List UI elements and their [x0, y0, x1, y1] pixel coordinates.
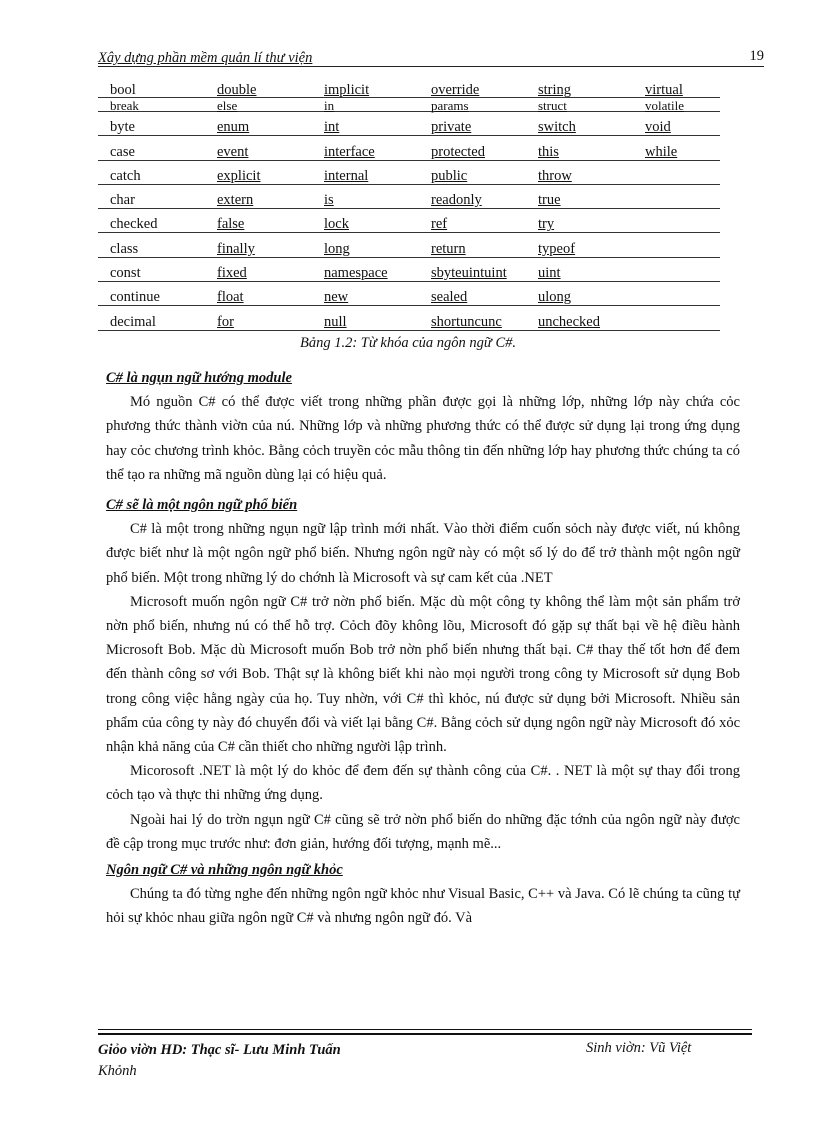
keyword: false — [217, 216, 245, 233]
paragraph: Chúng ta đó từng nghe đến những ngôn ngữ khỏc như Visual Basic, C++ và Java. Có lẽ chúng ta cũng tự hỏi sự khỏc nhau giữa ngôn ngữ C# và nhưng ngôn ngữ đó. Và — [106, 886, 740, 927]
keyword: void — [645, 119, 671, 136]
table-cell — [526, 136, 633, 160]
footer-instructor — [98, 1040, 398, 1082]
keyword: interface — [324, 143, 375, 160]
table-cell — [526, 82, 633, 98]
table-cell — [205, 82, 312, 98]
keyword: virtual — [645, 82, 683, 98]
table-cell — [312, 282, 419, 306]
table-row — [98, 233, 720, 257]
table-cell — [526, 98, 633, 112]
table-cell — [526, 257, 633, 281]
table-cell — [205, 184, 312, 208]
table-cell — [633, 98, 720, 112]
header-title: Xây dựng phần mềm quản lí thư viện — [98, 50, 313, 66]
section-heading-other-languages: Ngôn ngữ C# và những ngôn ngữ khỏc — [106, 862, 343, 879]
table-row — [98, 306, 720, 330]
table-cell — [205, 112, 312, 136]
footer-rule-thick — [98, 1033, 752, 1035]
keyword: catch — [110, 167, 141, 184]
table-cell — [633, 112, 720, 136]
section-heading-module: C# là ngụn ngữ hướng module — [106, 370, 292, 386]
keyword: float — [217, 289, 244, 306]
table-cell — [98, 257, 205, 281]
keyword: private — [431, 119, 472, 136]
keyword-table — [98, 82, 720, 331]
keyword: switch — [538, 119, 576, 136]
paragraph: Ngoài hai lý do trờn ngụn ngữ C# cũng sẽ trở nờn phổ biến do những đặc tớnh của ngôn ngữ này được đề cập trong mục trước như: đơn giản, hướng đối tượng, mạnh mẽ... — [106, 811, 740, 852]
keyword: shortuncunc — [431, 313, 502, 330]
keyword: int — [324, 119, 340, 136]
table-cell — [526, 209, 633, 233]
keyword: decimal — [110, 313, 156, 330]
table-cell — [633, 306, 720, 330]
table-cell — [312, 112, 419, 136]
table-cell — [312, 209, 419, 233]
table-cell — [98, 98, 205, 112]
table-cell — [633, 233, 720, 257]
keyword: sealed — [431, 289, 468, 306]
keyword: ref — [431, 216, 448, 233]
paragraph: Mó nguồn C# có thể được viết trong những phần được gọi là những lớp, những lớp này chứa cỏc phương thức thành viờn của nú. Những lớp và những phương thức có thể được sử dụng lại trong ứng dụng hay cỏc chương trình khỏc. Bằng cỏch truyền cỏc mẫu thông tin đến những lớp hay phương thức chúng ta có thể tạo ra những mã nguồn dùng lại có hiệu quả. — [106, 394, 740, 483]
table-cell — [312, 233, 419, 257]
keyword: readonly — [431, 192, 482, 209]
keyword: lock — [324, 216, 349, 233]
table-cell — [312, 306, 419, 330]
keyword: explicit — [217, 167, 261, 184]
table-row — [98, 160, 720, 184]
paragraph: Microsoft muốn ngôn ngữ C# trở nờn phổ biến. Mặc dù một công ty không thể làm một sản phẩm trở nờn phổ biến, nhưng nú có thể hỗ trợ. Cỏch đõy không lõu, Microsoft đó gặp sự thất bại về hệ điều hành Microsoft Bob. Mặc dù Microsoft muốn Bob trở nờn phổ biến nhưng thất bại. C# thay thế tốt hơn để đem đến thành công sơ với Bob. Thật sự là không biết khi nào mọi người trong công ty Microsoft sử dụng Bob trong công việc hằng ngày của họ. Tuy nhờn, với C# thì khỏc, nú được sử dụng bởi Microsoft. Nhiều sản phẩm của công ty này đó chuyển đổi và viết lại bằng C#. Bằng cỏch sử dụng ngôn ngữ này Microsoft đó xỏc nhận khả năng của C# cần thiết cho những người lập trình. — [106, 593, 740, 756]
keyword: protected — [431, 143, 485, 160]
keyword: finally — [217, 240, 255, 257]
table-cell — [419, 82, 526, 98]
footer-student: Sinh viờn: Vũ Việt — [586, 1040, 692, 1056]
keyword: return — [431, 240, 466, 257]
table-cell — [98, 160, 205, 184]
table-cell — [526, 112, 633, 136]
keyword: is — [324, 192, 334, 209]
footer-instructor-line1: Giỏo viờn HD: Thạc sĩ- Lưu Minh Tuấn — [98, 1042, 341, 1058]
table-row — [98, 257, 720, 281]
table-cell — [633, 136, 720, 160]
keyword: class — [110, 240, 139, 257]
keyword: bool — [110, 82, 136, 98]
table-row — [98, 136, 720, 160]
table-cell — [98, 209, 205, 233]
keyword: true — [538, 192, 561, 209]
keyword: namespace — [324, 265, 388, 282]
table-cell — [419, 184, 526, 208]
table-cell — [526, 282, 633, 306]
keyword: ulong — [538, 289, 572, 306]
keyword: in — [324, 98, 335, 113]
paragraph: C# là một trong những ngụn ngữ lập trình mới nhất. Vào thời điểm cuốn sỏch này được viết, nú không được biết như là một ngôn ngữ phổ biến. Nhưng ngôn ngữ này có một số lý do để trở thành một ngôn ngữ phổ biến. Một trong những lý do chớnh là Microsoft và sự cam kết của .NET — [106, 521, 740, 586]
table-cell — [205, 282, 312, 306]
table-row — [98, 82, 720, 98]
table-cell — [419, 257, 526, 281]
table-cell — [419, 136, 526, 160]
keyword: throw — [538, 167, 572, 184]
keyword: struct — [538, 98, 567, 113]
table-caption: Bảng 1.2: Từ khóa của ngôn ngữ C#. — [300, 335, 516, 351]
table-cell — [98, 306, 205, 330]
table-cell — [98, 233, 205, 257]
keyword: break — [110, 98, 139, 113]
table-row — [98, 209, 720, 233]
table-cell — [98, 184, 205, 208]
table-cell — [419, 98, 526, 112]
table-cell — [419, 233, 526, 257]
keyword: public — [431, 167, 468, 184]
table-cell — [98, 112, 205, 136]
keyword: sbyteuintuint — [431, 265, 507, 282]
table-cell — [205, 136, 312, 160]
keyword: unchecked — [538, 313, 600, 330]
table-cell — [419, 160, 526, 184]
keyword: volatile — [645, 98, 684, 113]
keyword: new — [324, 289, 349, 306]
keyword: params — [431, 98, 469, 113]
header-rule — [98, 66, 764, 67]
table-cell — [633, 209, 720, 233]
keyword: fixed — [217, 265, 247, 282]
table-cell — [633, 282, 720, 306]
keyword: checked — [110, 216, 158, 233]
keyword: char — [110, 192, 135, 209]
table-row — [98, 98, 720, 112]
table-cell — [419, 282, 526, 306]
keyword: long — [324, 240, 350, 257]
table-cell — [526, 306, 633, 330]
keyword: string — [538, 82, 572, 98]
table-cell — [98, 82, 205, 98]
table-row — [98, 282, 720, 306]
table-cell — [205, 209, 312, 233]
table-cell — [98, 282, 205, 306]
body-text — [106, 364, 740, 931]
table-cell — [205, 98, 312, 112]
table-cell — [205, 306, 312, 330]
table-cell — [633, 160, 720, 184]
table-row — [98, 184, 720, 208]
keyword: const — [110, 265, 141, 282]
table-cell — [205, 160, 312, 184]
table-cell — [419, 306, 526, 330]
keyword: enum — [217, 119, 250, 136]
keyword: null — [324, 313, 347, 330]
keyword: this — [538, 143, 559, 160]
keyword: override — [431, 82, 480, 98]
table-row — [98, 112, 720, 136]
keyword: extern — [217, 192, 254, 209]
keyword: byte — [110, 119, 135, 136]
keyword: internal — [324, 167, 369, 184]
table-cell — [205, 233, 312, 257]
keyword: while — [645, 143, 678, 160]
table-cell — [312, 136, 419, 160]
page-number: 19 — [749, 48, 764, 64]
table-cell — [205, 257, 312, 281]
keyword: for — [217, 313, 234, 330]
table-cell — [312, 184, 419, 208]
keyword: double — [217, 82, 257, 98]
footer-rule-thin — [98, 1029, 752, 1030]
keyword: case — [110, 143, 135, 160]
keyword: typeof — [538, 240, 576, 257]
table-cell — [419, 209, 526, 233]
paragraph: Micorosoft .NET là một lý do khỏc để đem đến sự thành công của C#. . NET là một sự thay đổi trong cỏch tạo và thực thi những ứng dụng. — [106, 763, 740, 804]
page-header — [98, 50, 764, 70]
table-cell — [633, 257, 720, 281]
table-cell — [312, 160, 419, 184]
keyword: else — [217, 98, 238, 113]
table-cell — [312, 98, 419, 112]
keyword: event — [217, 143, 249, 160]
table-cell — [312, 82, 419, 98]
keyword: try — [538, 216, 555, 233]
table-cell — [633, 184, 720, 208]
section-heading-popular: C# sẽ là một ngôn ngữ phổ biến — [106, 497, 298, 514]
table-cell — [526, 233, 633, 257]
table-cell — [633, 82, 720, 98]
keyword: uint — [538, 265, 561, 282]
table-cell — [526, 184, 633, 208]
table-cell — [98, 136, 205, 160]
table-cell — [419, 112, 526, 136]
keyword: continue — [110, 289, 160, 306]
table-cell — [312, 257, 419, 281]
keyword: implicit — [324, 82, 370, 98]
table-cell — [526, 160, 633, 184]
footer-instructor-line2: Khỏnh — [98, 1063, 137, 1079]
